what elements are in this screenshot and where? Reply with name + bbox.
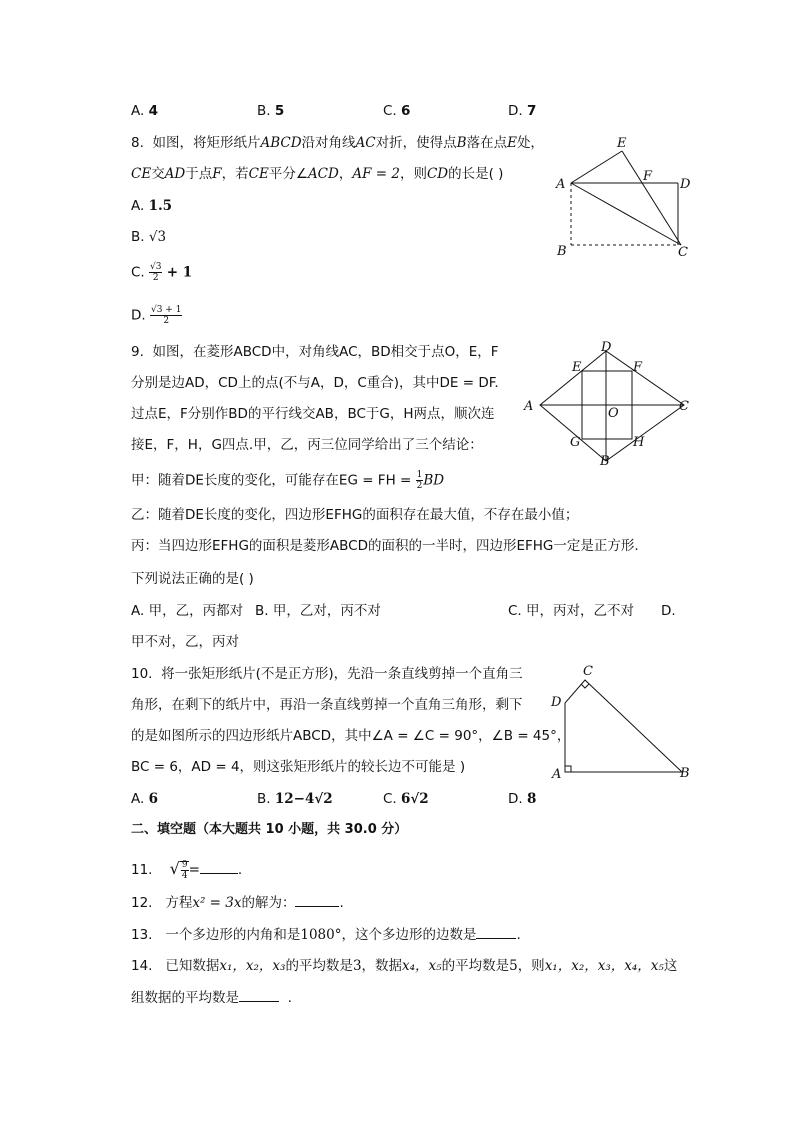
q9-option-a[interactable]: A. 甲，乙，丙都对 (131, 603, 244, 619)
section-2-title: 二、填空题（本大题共 10 小题，共 30.0 分） (131, 822, 408, 837)
q7-option-c[interactable]: C. 6 (383, 103, 411, 119)
q10-label-d: D (551, 695, 562, 710)
q11-answer-blank[interactable] (200, 859, 238, 874)
q9-label-f: F (633, 360, 643, 375)
q14-line-2: 组数据的平均数是 . (131, 987, 292, 1008)
q8-option-a[interactable]: A. 1.5 (131, 198, 173, 214)
q9-line-5: 甲：随着DE长度的变化，可能存在EG = FH = $\frac{1}{2}$ BD (131, 470, 445, 491)
q9-label-h: H (633, 435, 645, 450)
q9-option-d[interactable]: D. (661, 603, 676, 619)
q9-line-3: 过点E，F分别作BD的平行线交AB，BC于G，H两点，顺次连 (131, 406, 495, 422)
q8-option-c[interactable]: C. $\frac{√3}{2}$ + 1 (131, 262, 193, 283)
q10-option-d[interactable]: D. 8 (508, 791, 537, 807)
q10-line-1: 10. 将一张矩形纸片(不是正方形)，先沿一条直线剪掉一个直角三 (131, 666, 523, 682)
q9-line-2: 分别是边AD，CD上的点(不与A，D，C重合)，其中DE = DF. (131, 375, 499, 391)
q14-line-1: 14. 已知数据x₁，x₂，x₃的平均数是3，数据x₄，x₅的平均数是5，则x₁，x₂，x₃，x₄，x₅这 (131, 958, 678, 974)
q8-line-1: 8. 如图，将矩形纸片ABCD沿对角线AC对折，使得点B落在点E处， (131, 135, 544, 151)
q8-option-d[interactable]: D. $\frac{√3 + 1}{2}$ (131, 305, 182, 326)
q8-figure (550, 133, 710, 263)
q9-label-d: D (601, 340, 612, 355)
q9-label-g: G (570, 435, 581, 450)
q8-label-e: E (617, 136, 627, 151)
q7-option-b[interactable]: B. 5 (257, 103, 285, 119)
q8-label-c: C (678, 245, 688, 260)
q14-answer-blank[interactable] (239, 987, 279, 1002)
q9-label-a: A (524, 399, 534, 414)
q8-label-f: F (643, 169, 653, 184)
q9-line-7: 丙：当四边形EFHG的面积是菱形ABCD的面积的一半时，四边形EFHG一定是正方形. (131, 538, 639, 554)
q13-answer-blank[interactable] (476, 924, 516, 939)
q12-line: 12. 方程x² = 3x的解为： . (131, 892, 344, 913)
q9-label-c: C (679, 399, 689, 414)
q9-label-e: E (572, 360, 582, 375)
q9-option-b[interactable]: B. 甲，乙对，丙不对 (255, 603, 381, 619)
q10-option-c[interactable]: C. 6√2 (383, 791, 429, 807)
q9-line-4: 接E，F，H，G四点.甲，乙，丙三位同学给出了三个结论： (131, 437, 483, 453)
q10-line-3: 的是如图所示的四边形纸片ABCD，其中∠A = ∠C = 90°，∠B = 45°， (131, 728, 571, 744)
q9-line-1: 9. 如图，在菱形ABCD中，对角线AC，BD相交于点O，E，F (131, 344, 499, 360)
q13-line: 13. 一个多边形的内角和是1080°，这个多边形的边数是 . (131, 924, 521, 945)
q8-label-b: B (557, 244, 567, 259)
q10-line-2: 角形，在剩下的纸片中，再沿一条直线剪掉一个直角三角形，剩下 (131, 697, 523, 713)
q9-option-c[interactable]: C. 甲，丙对，乙不对 (508, 603, 635, 619)
q11-line: 11. √ $\frac{9}{4}$ = . (131, 859, 243, 881)
q10-label-b: B (680, 766, 690, 781)
q12-answer-blank[interactable] (295, 892, 339, 907)
q7-option-d[interactable]: D. 7 (508, 103, 537, 119)
q9-label-o: O (608, 406, 619, 421)
q9-option-d-text[interactable]: 甲不对，乙，丙对 (131, 634, 239, 650)
q7-option-a[interactable]: A. 4 (131, 103, 158, 119)
q10-label-a: A (552, 767, 562, 782)
q10-figure (548, 660, 708, 785)
q9-label-b: B (600, 454, 610, 469)
q10-line-4: BC = 6，AD = 4，则这张矩形纸片的较长边不可能是 ) (131, 759, 466, 775)
q8-label-a: A (556, 177, 566, 192)
q10-option-b[interactable]: B. 12−4√2 (257, 791, 333, 807)
q9-line-6: 乙：随着DE长度的变化，四边形EFHG的面积存在最大值，不存在最小值； (131, 507, 579, 523)
q10-option-a[interactable]: A. 6 (131, 791, 158, 807)
q10-label-c: C (583, 664, 593, 679)
q8-label-d: D (680, 177, 691, 192)
q8-option-b[interactable]: B. √3 (131, 229, 167, 245)
q8-line-2: CE交AD于点F，若CE平分∠ACD，AF = 2，则CD的长是( ) (131, 166, 504, 182)
q9-figure (520, 340, 700, 470)
q9-line-8: 下列说法正确的是( ) (131, 571, 254, 587)
